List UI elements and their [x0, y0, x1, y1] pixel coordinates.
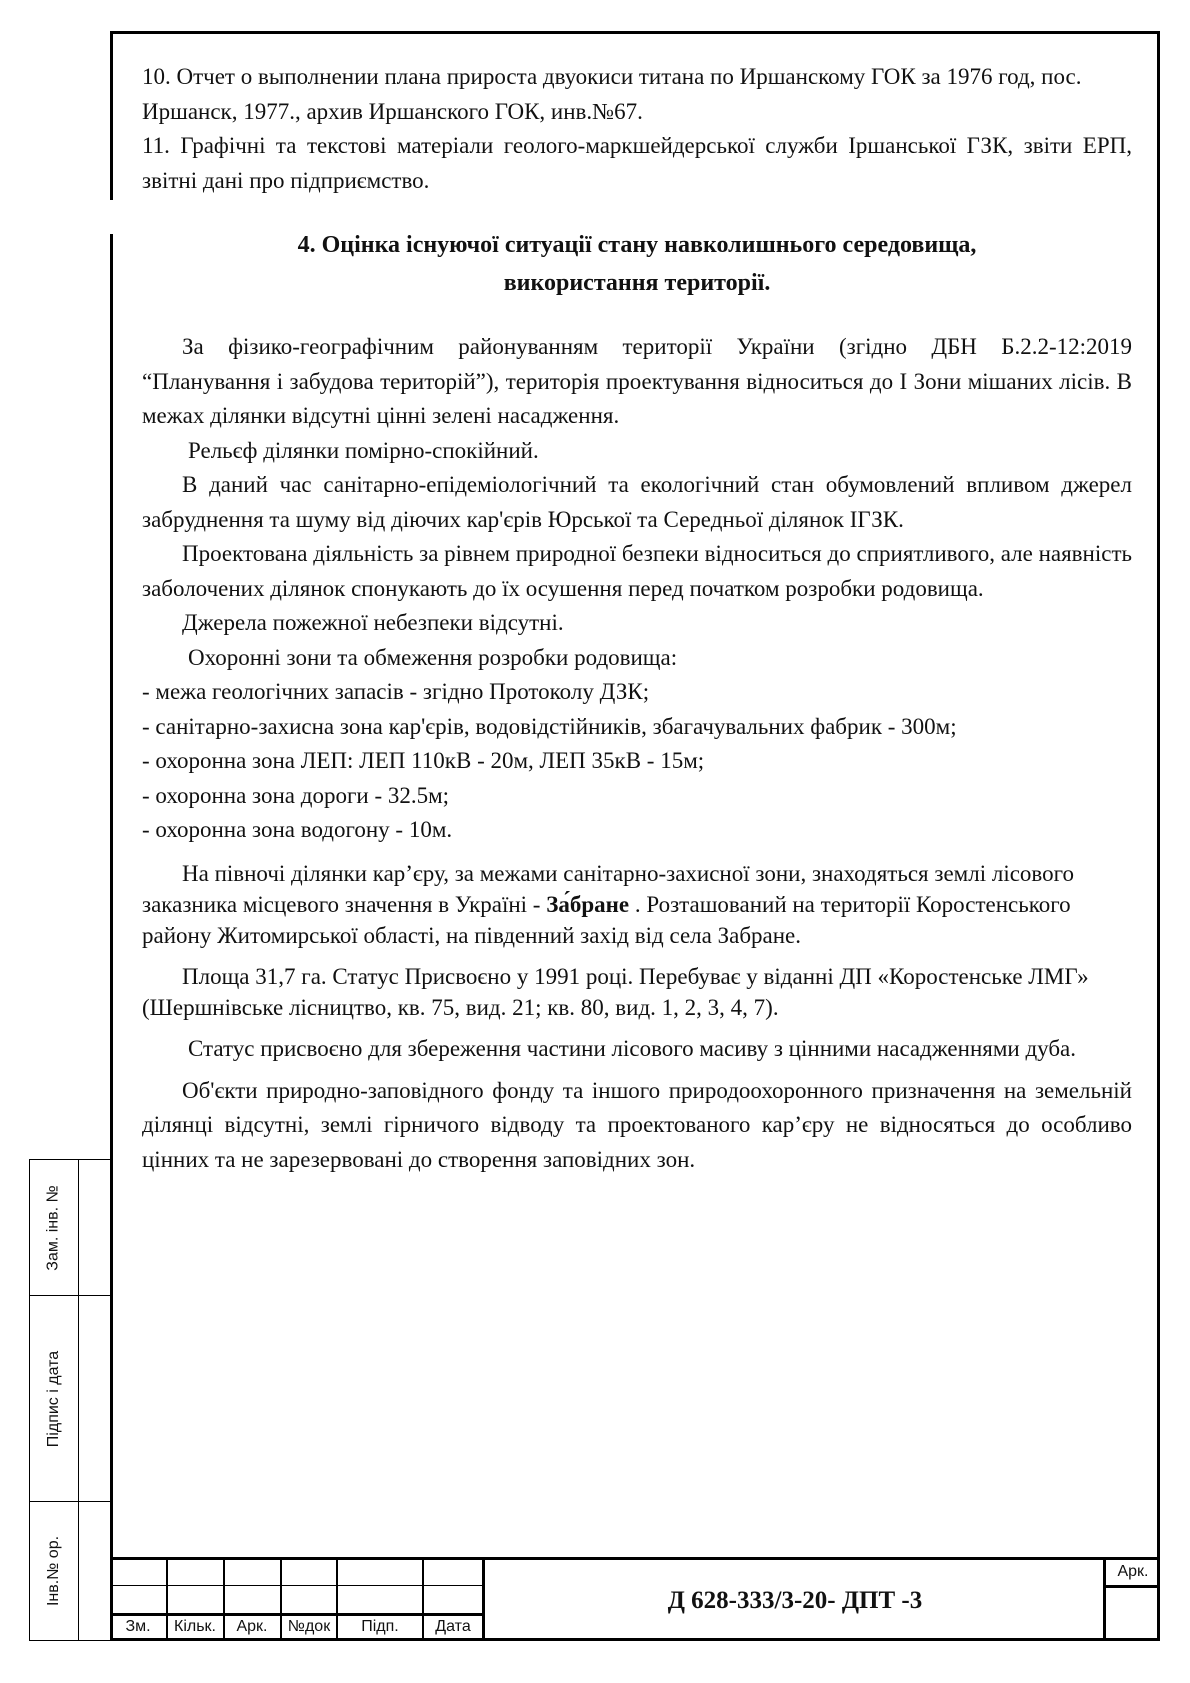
paragraph-fire: Джерела пожежної небезпеки відсутні.: [182, 610, 564, 635]
reserve-text-after: . Розташований на території Коростенського району Житомирської області, на південний захід від села Забране.: [142, 891, 1071, 948]
paragraph-final: Об'єкти природно-заповідного фонду та іншого природоохоронного призначення на земельній ділянці відсутні, землі гірничого відводу та проектованого кар’єру не відносяться до особливо цінних та не зарезервовані до створення заповідних зон.: [142, 1077, 1132, 1172]
restriction-item: - охоронна зона ЛЕП: ЛЕП 110кВ - 20м, ЛЕП 35кВ - 15м;: [142, 748, 705, 773]
paragraph-status: Статус присвоєно для збереження частини лісового масиву з цінними насадженнями дуба.: [188, 1035, 1077, 1061]
paragraph-relief: Рельєф ділянки помірно-спокійний.: [188, 437, 539, 463]
paragraph-area: Площа 31,7 га. Статус Присвоєно у 1991 році. Перебуває у віданні ДП «Коростенське ЛМГ» (Шершнівське лісництво, кв. 75, вид. 21; кв. 80, вид. 1, 2, 3, 4, 7).: [142, 963, 1089, 1020]
side-stamp: [29, 1159, 112, 1641]
column-label-sheet: Арк.: [236, 1618, 268, 1635]
column-label-date: Дата: [435, 1618, 471, 1635]
column-label-doc-no: №док: [287, 1618, 331, 1635]
frame-gap: [108, 200, 113, 234]
title-block: [110, 1557, 1160, 1641]
reference-11: 11. Графічні та текстові матеріали геолого-маркшейдерської служби Іршанської ГЗК, звіти ЕРП, звітні дані про підприємство.: [142, 133, 1132, 193]
sheet-label: Арк.: [1117, 1563, 1149, 1580]
section-heading-line-2: використання території.: [503, 270, 771, 296]
stamp-label-signature-date: Підпис і дата: [45, 1350, 62, 1447]
stamp-label-replacement-inv: Зам. інв. №: [45, 1184, 62, 1271]
restriction-item: - охоронна зона дороги - 32.5м;: [142, 782, 450, 808]
stamp-row-signature: [29, 1295, 112, 1502]
restriction-item: - межа геологічних запасів - згідно Протоколу ДЗК;: [142, 679, 650, 704]
paragraph-sanitary: В даний час санітарно-епідеміологічний та екологічний стан обумовлений впливом джерел забруднення та шуму від діючих кар'єрів Юрської та Середньої ділянок ІГЗК.: [142, 472, 1132, 532]
section-heading: [142, 226, 1132, 302]
stamp-row-original-inv: [29, 1501, 112, 1641]
document-body: [142, 60, 1132, 1177]
reserve-name: За́бране: [546, 891, 630, 917]
stamp-label-original-inv: Інв.№ ор.: [45, 1535, 63, 1607]
reference-10: 10. Отчет о выполнении плана прироста двуокиси титана по Иршанскому ГОК за 1976 год, пос. Иршанск, 1977., архив Иршанского ГОК, инв.№67.: [142, 64, 1082, 124]
paragraph-safety: Проектована діяльність за рівнем природної безпеки відноситься до сприятливого, але наявність заболочених ділянок спонукають до їх осушення перед початком розробки родовища.: [142, 541, 1132, 601]
stamp-row-replacement: [29, 1159, 112, 1296]
reserve-text-before: На півночі ділянки кар’єру, за межами санітарно-захисної зони, знаходяться землі лісового заказника місцевого значення в Україні -: [142, 860, 1074, 917]
column-label-signature: Підп.: [361, 1618, 399, 1635]
paragraph-zoning: За фізико-географічним районуванням території України (згідно ДБН Б.2.2-12:2019 “Планування і забудова територій”), територія проектування відноситься до І Зони мішаних лісів. В межах ділянки відсутні цінні зелені насадження.: [142, 334, 1132, 428]
restriction-item: - санітарно-захисна зона кар'єрів, водовідстійників, збагачувальних фабрик - 300м;: [142, 713, 957, 739]
column-label-quantity: Кільк.: [174, 1618, 216, 1635]
paragraph-reserve: [142, 858, 1132, 951]
section-heading-line-1: 4. Оцінка існуючої ситуації стану навколишнього середовища,: [297, 232, 977, 258]
document-code: Д 628-333/3-20- ДПТ -3: [667, 1587, 923, 1614]
column-label-change: Зм.: [125, 1618, 151, 1635]
paragraph-restrictions-intro: Охоронні зони та обмеження розробки родовища:: [188, 644, 678, 670]
restriction-item: - охоронна зона водогону - 10м.: [142, 817, 453, 842]
